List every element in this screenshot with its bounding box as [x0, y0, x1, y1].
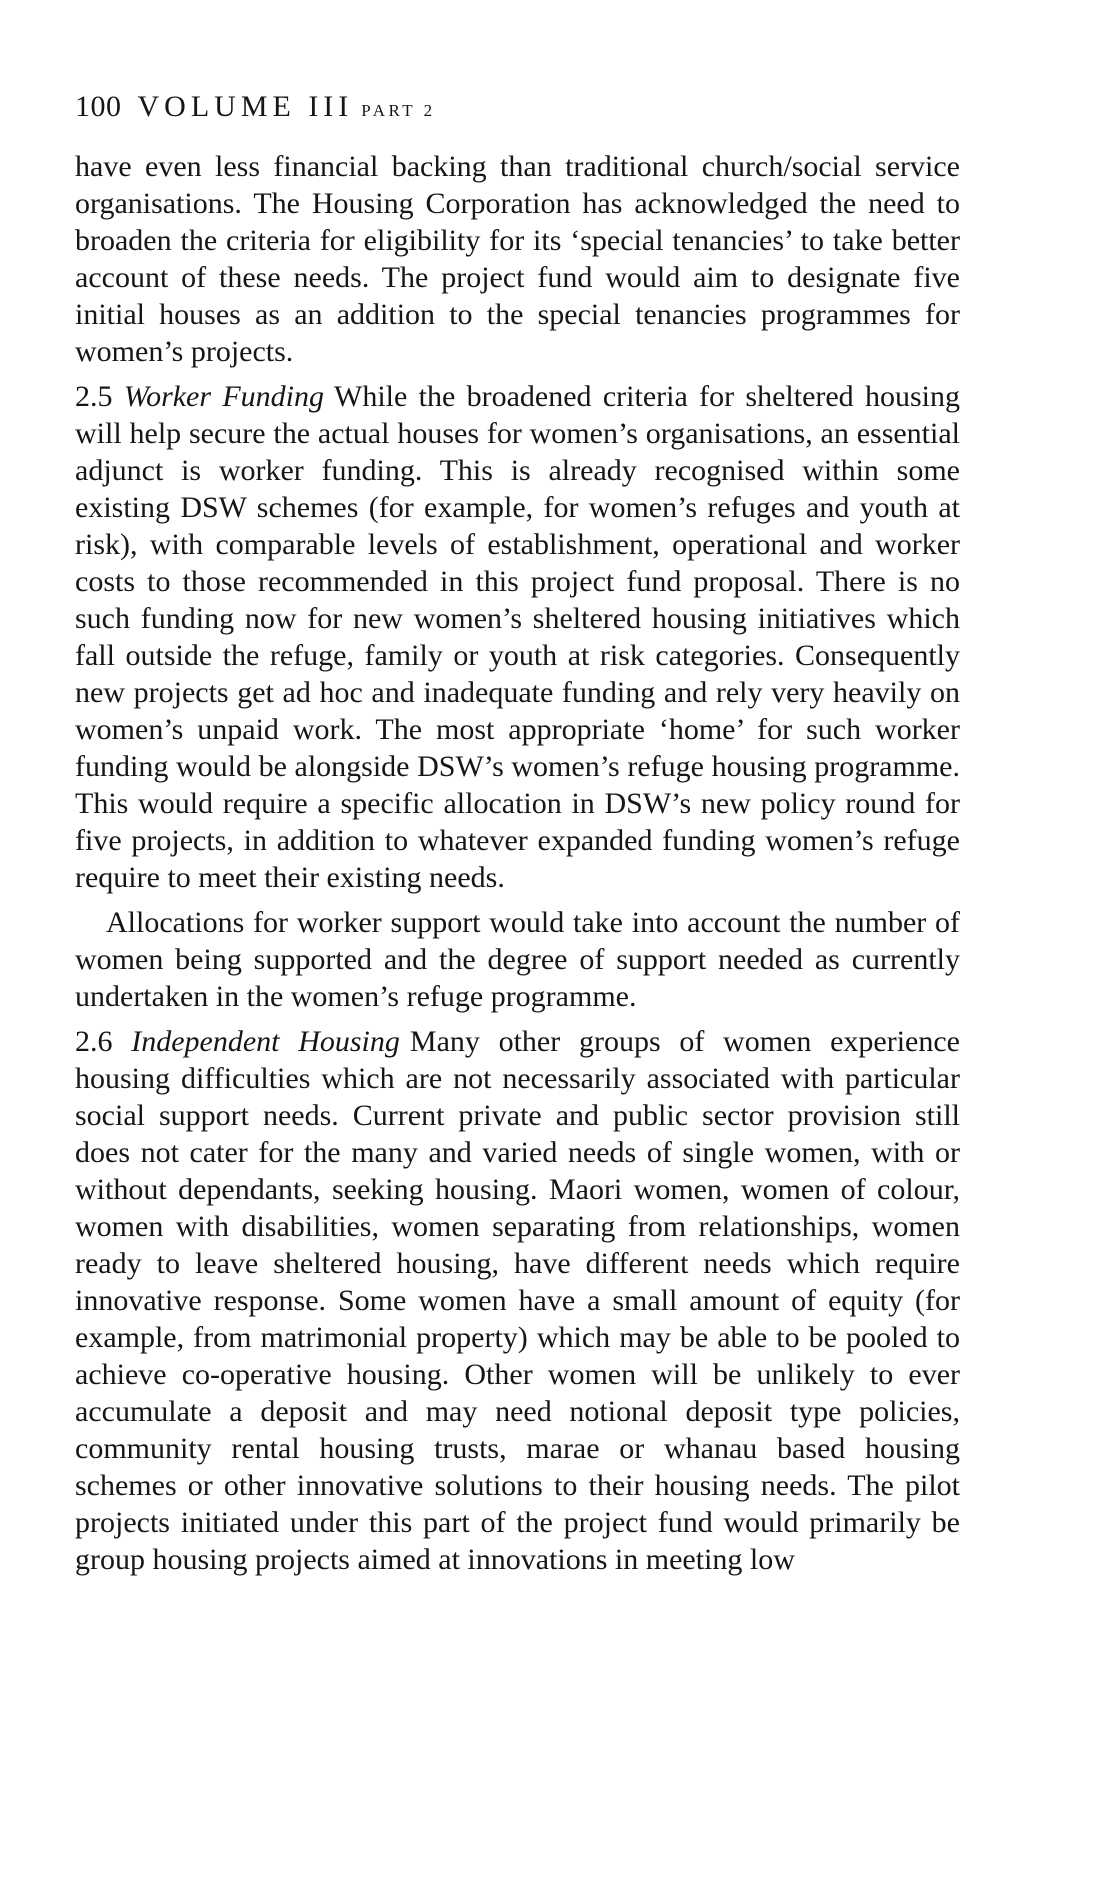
paragraph-text: Allocations for worker support would take into account the number of women being supported and the degree of support needed as currently undertaken in the women’s refuge programme. [75, 906, 960, 1013]
section-2-5-worker-funding [75, 378, 960, 896]
body-text [75, 148, 960, 1578]
section-heading: Independent Housing [131, 1025, 400, 1058]
volume-label: VOLUME III [137, 90, 354, 123]
section-number: 2.6 [75, 1025, 113, 1058]
paragraph-continued [75, 148, 960, 370]
paragraph-text: Many other groups of women experience housing difficulties which are not necessarily associated with particular social support needs. Current private and public sector provision still does not cater for the many and varied needs of single women, with or without dependants, seeking housing. Maori women, women of colour, women with disabilities, women separating from relationships, women ready to leave sheltered housing, have different needs which require innovative response. Some women have a small amount of equity (for example, from matrimonial property) which may be able to be pooled to achieve co-operative housing. Other women will be unlikely to ever accumulate a deposit and may need notional deposit type policies, community rental housing trusts, marae or whanau based housing schemes or other innovative solutions to their housing needs. The pilot projects initiated under this part of the project fund would primarily be group housing projects aimed at innovations in meeting low [75, 1025, 960, 1576]
book-page [75, 90, 960, 1578]
part-label: PART 2 [361, 101, 436, 120]
paragraph-text: While the broadened criteria for sheltered housing will help secure the actual houses for women’s organisations, an essential adjunct is worker funding. This is already recognised within some existing DSW schemes (for example, for women’s refuges and youth at risk), with comparable levels of establishment, operational and worker costs to those recommended in this project fund proposal. There is no such funding now for new women’s sheltered housing initiatives which fall outside the refuge, family or youth at risk categories. Consequently new projects get ad hoc and inadequate funding and rely very heavily on women’s unpaid work. The most appropriate ‘home’ for such worker funding would be alongside DSW’s women’s refuge housing programme. This would require a specific allocation in DSW’s new policy round for five projects, in addition to whatever expanded funding women’s refuge require to meet their existing needs. [75, 380, 961, 894]
page-number: 100 [75, 90, 122, 123]
section-number: 2.5 [75, 380, 113, 413]
section-heading: Worker Funding [123, 380, 325, 413]
section-2-6-independent-housing [75, 1023, 960, 1578]
running-head [75, 90, 960, 124]
paragraph-worker-support [75, 904, 960, 1015]
paragraph-text: have even less financial backing than traditional church/social service organisations. The Housing Corporation has acknowledged the need to broaden the criteria for eligibility for its ‘special tenancies’ to take better account of these needs. The project fund would aim to designate five initial houses as an addition to the special tenancies programmes for women’s projects. [75, 150, 960, 368]
